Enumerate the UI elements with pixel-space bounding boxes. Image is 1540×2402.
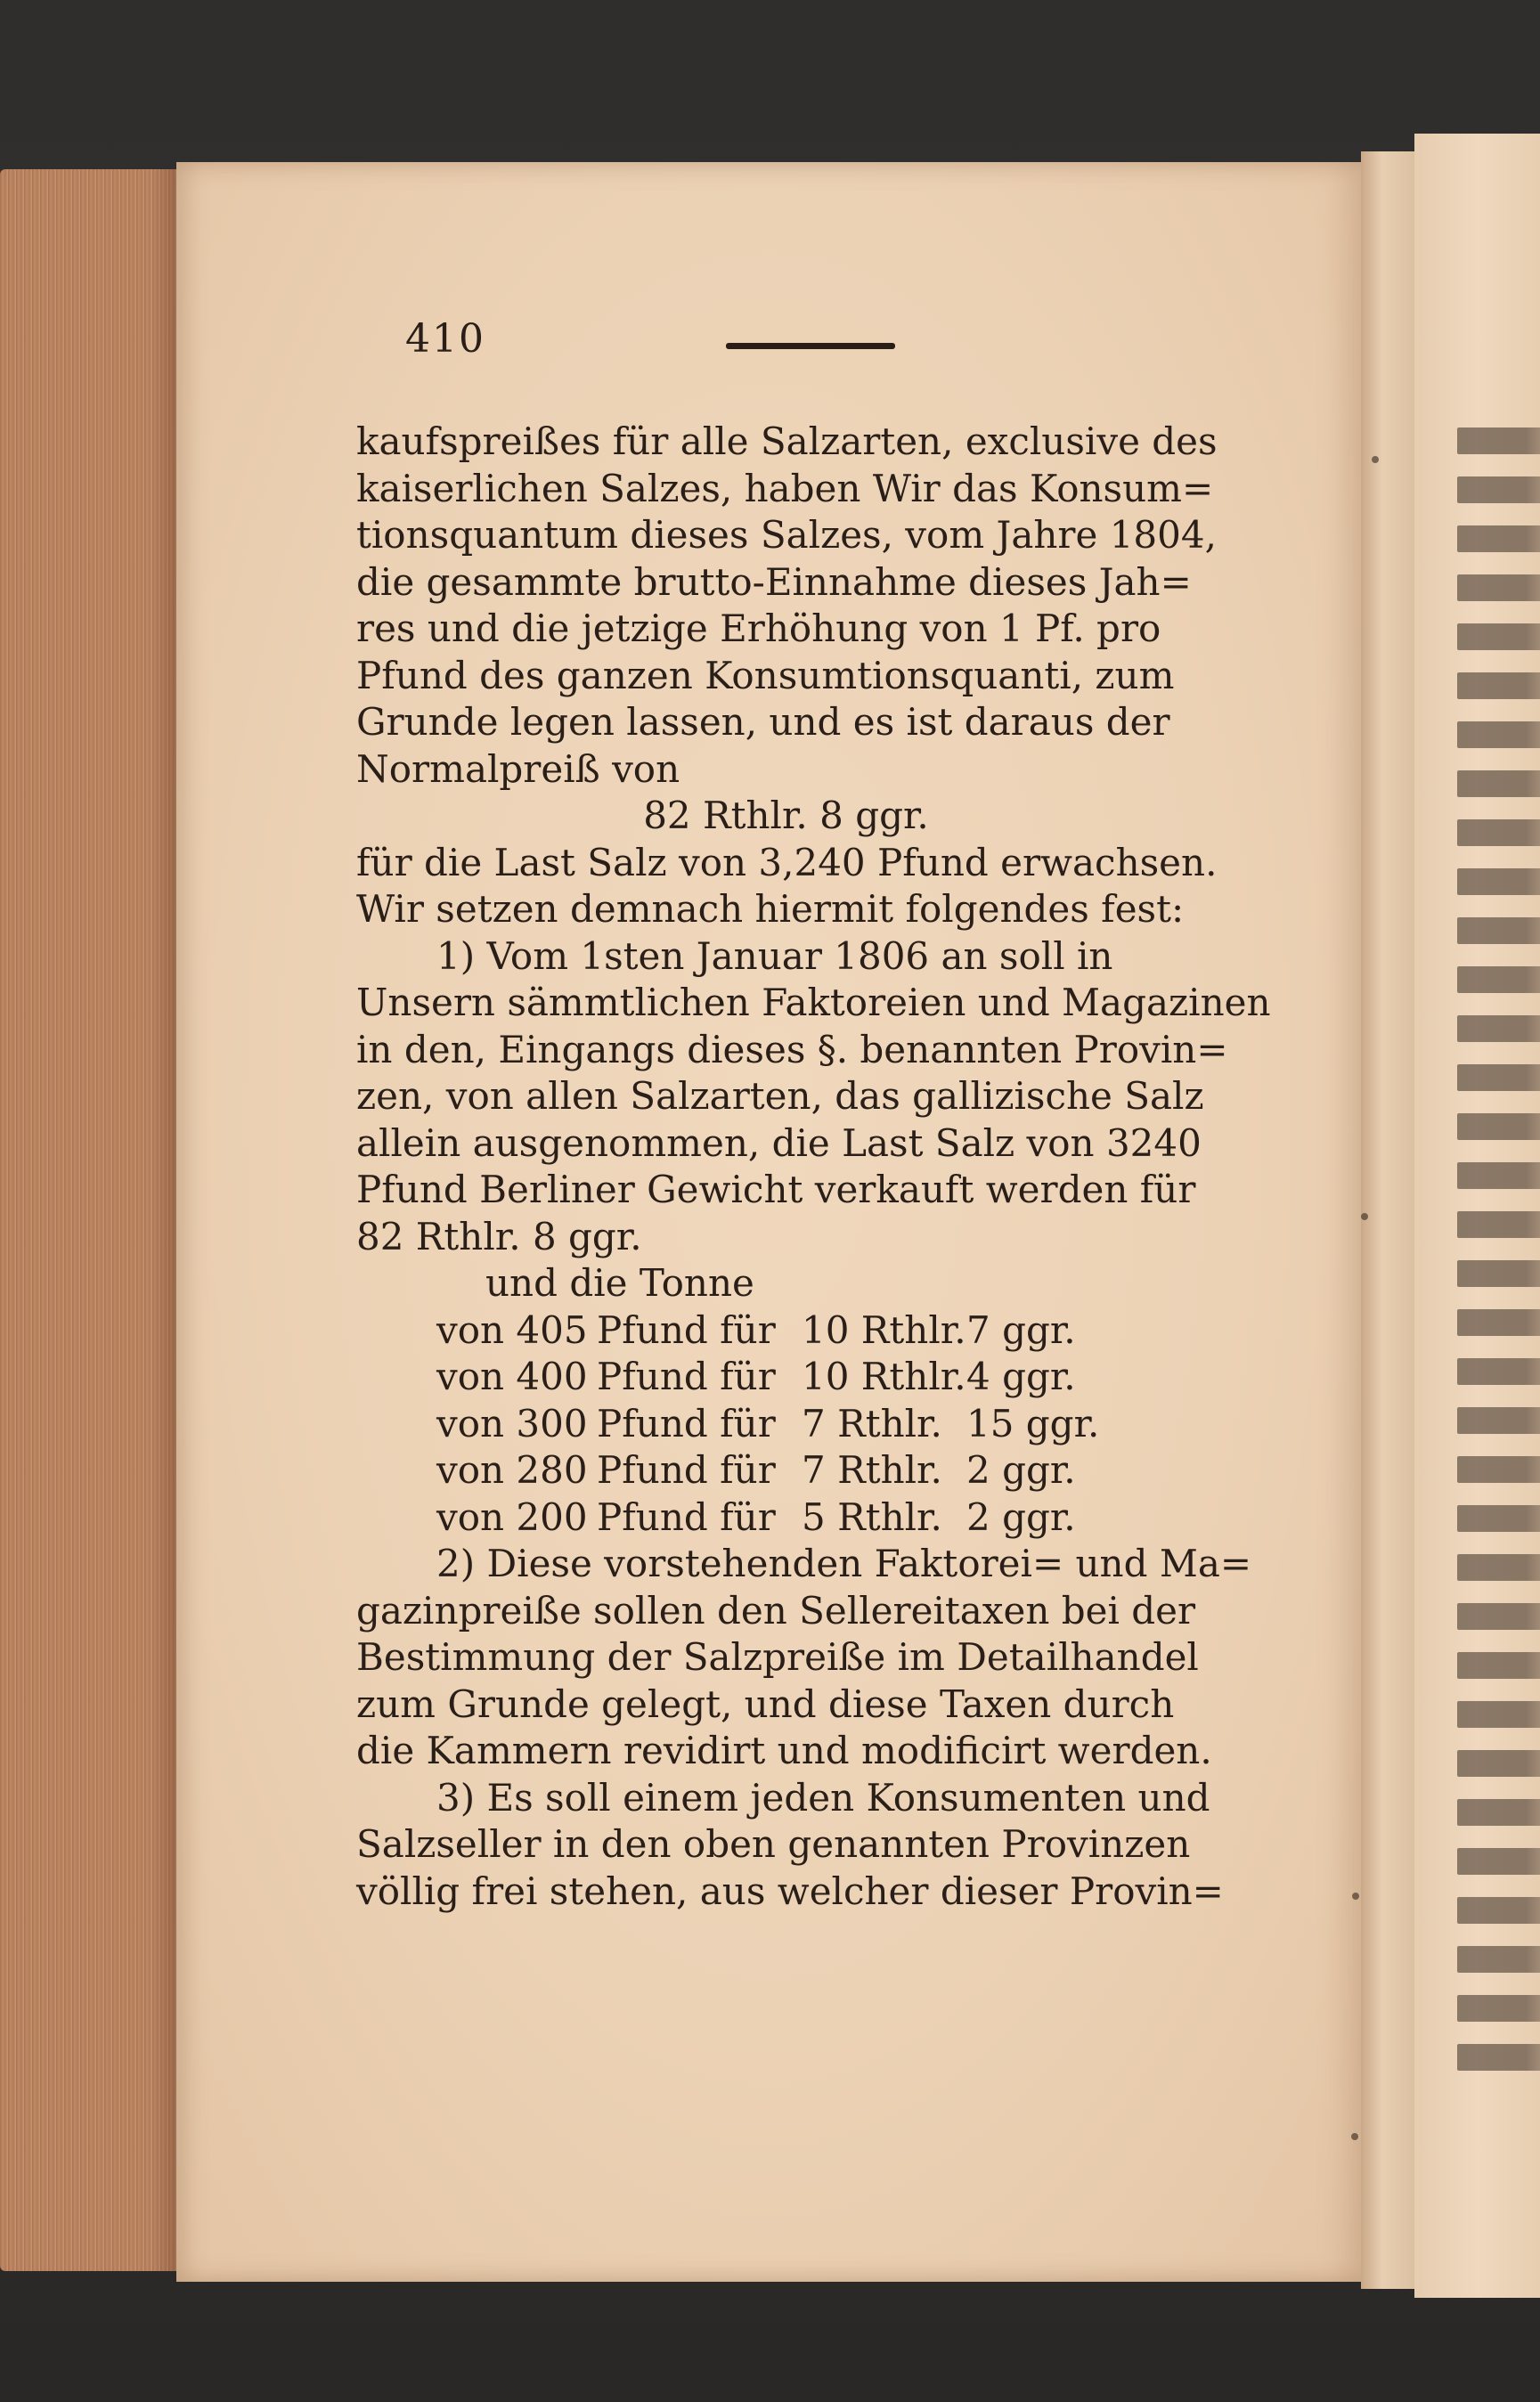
- text-line: Normalpreiß von: [356, 746, 680, 791]
- text-line: zum Grunde gelegt, und diese Taxen durch: [356, 1681, 1175, 1726]
- tonne-thaler: 7 Rthlr.: [802, 1401, 942, 1445]
- text-line: Grunde legen lassen, und es ist daraus der: [356, 700, 1170, 744]
- text-line: für die Last Salz von 3,240 Pfund erwachsen.: [356, 840, 1218, 884]
- text-line: zen, von allen Salzarten, das gallizische Salz: [356, 1074, 1204, 1118]
- section-2-start: 2) Diese vorstehenden Faktorei= und Ma=: [436, 1542, 1252, 1585]
- page-number: 410: [405, 316, 485, 362]
- paper-speck: [1351, 2133, 1358, 2140]
- tonne-groschen: 15 ggr.: [966, 1401, 1100, 1445]
- text-line: in den, Eingangs dieses §. benannten Provin=: [356, 1027, 1228, 1071]
- text-line: Pfund Berliner Gewicht verkauft werden für: [356, 1168, 1196, 1211]
- text-line: res und die jetzige Erhöhung von 1 Pf. pro: [356, 607, 1161, 650]
- tonne-price-row: [356, 1494, 1216, 1542]
- paper-speck: [1361, 1213, 1368, 1220]
- text-line: kaiserlichen Salzes, haben Wir das Konsum=: [356, 466, 1214, 510]
- tonne-unit: Pfund für: [597, 1307, 776, 1352]
- tonne-thaler: 5 Rthlr.: [802, 1494, 942, 1539]
- tonne-thaler: 7 Rthlr.: [802, 1448, 942, 1492]
- tonne-weight: von 200: [436, 1494, 588, 1539]
- tonne-price-row: [356, 1447, 1216, 1494]
- tonne-unit: Pfund für: [597, 1401, 776, 1445]
- paper-speck: [1372, 456, 1379, 463]
- tonne-price-row: [356, 1307, 1216, 1355]
- text-line: tionsquantum dieses Salzes, vom Jahre 1804,: [356, 513, 1217, 557]
- text-line: Pfund des ganzen Konsumtionsquanti, zum: [356, 653, 1175, 697]
- text-line: allein ausgenommen, die Last Salz von 3240: [356, 1120, 1202, 1165]
- paper-speck: [1352, 1893, 1359, 1900]
- header-rule: [726, 343, 895, 349]
- page-header: [405, 316, 1207, 370]
- page-text: [356, 419, 1271, 1915]
- adjacent-page-fragment: [1414, 134, 1540, 2298]
- tonne-groschen: 4 ggr.: [966, 1355, 1076, 1398]
- text-line: die gesammte brutto-Einnahme dieses Jah=: [356, 559, 1192, 604]
- tonne-heading: und die Tonne: [485, 1261, 754, 1305]
- tonne-unit: Pfund für: [597, 1355, 776, 1398]
- tonne-groschen: 2 ggr.: [966, 1494, 1076, 1539]
- normal-price: 82 Rthlr. 8 ggr.: [643, 794, 929, 837]
- tonne-thaler: 10 Rthlr.: [802, 1355, 966, 1398]
- section-1-start: 1) Vom 1sten Januar 1806 an soll in: [436, 933, 1113, 978]
- text-line: die Kammern revidirt und modificirt werden.: [356, 1729, 1212, 1772]
- section-3-start: 3) Es soll einem jeden Konsumenten und: [436, 1775, 1210, 1820]
- tonne-price-row: [356, 1354, 1216, 1401]
- tonne-groschen: 7 ggr.: [966, 1307, 1076, 1352]
- tonne-weight: von 300: [436, 1401, 588, 1445]
- text-line: Bestimmung der Salzpreiße im Detailhandel: [356, 1635, 1199, 1679]
- tonne-groschen: 2 ggr.: [966, 1448, 1076, 1492]
- text-line: Unsern sämmtlichen Faktoreien und Magazinen: [356, 981, 1271, 1024]
- tonne-weight: von 400: [436, 1355, 588, 1398]
- text-line: Wir setzen demnach hiermit folgendes fest:: [356, 887, 1185, 931]
- book-gutter: [1361, 151, 1414, 2289]
- text-line: Salzseller in den oben genannten Provinzen: [356, 1822, 1191, 1866]
- text-line: kaufspreißes für alle Salzarten, exclusive des: [356, 419, 1218, 463]
- text-line: gazinpreiße sollen den Sellereitaxen bei der: [356, 1588, 1196, 1633]
- tonne-weight: von 405: [436, 1307, 588, 1352]
- tonne-unit: Pfund für: [597, 1494, 776, 1539]
- book-edge-shadow: [151, 169, 178, 2271]
- tonne-thaler: 10 Rthlr.: [802, 1307, 966, 1352]
- tonne-weight: von 280: [436, 1448, 588, 1492]
- tonne-unit: Pfund für: [597, 1448, 776, 1492]
- text-line: 82 Rthlr. 8 ggr.: [356, 1214, 642, 1258]
- tonne-price-row: [356, 1401, 1216, 1448]
- text-line: völlig frei stehen, aus welcher dieser Provin=: [356, 1869, 1224, 1913]
